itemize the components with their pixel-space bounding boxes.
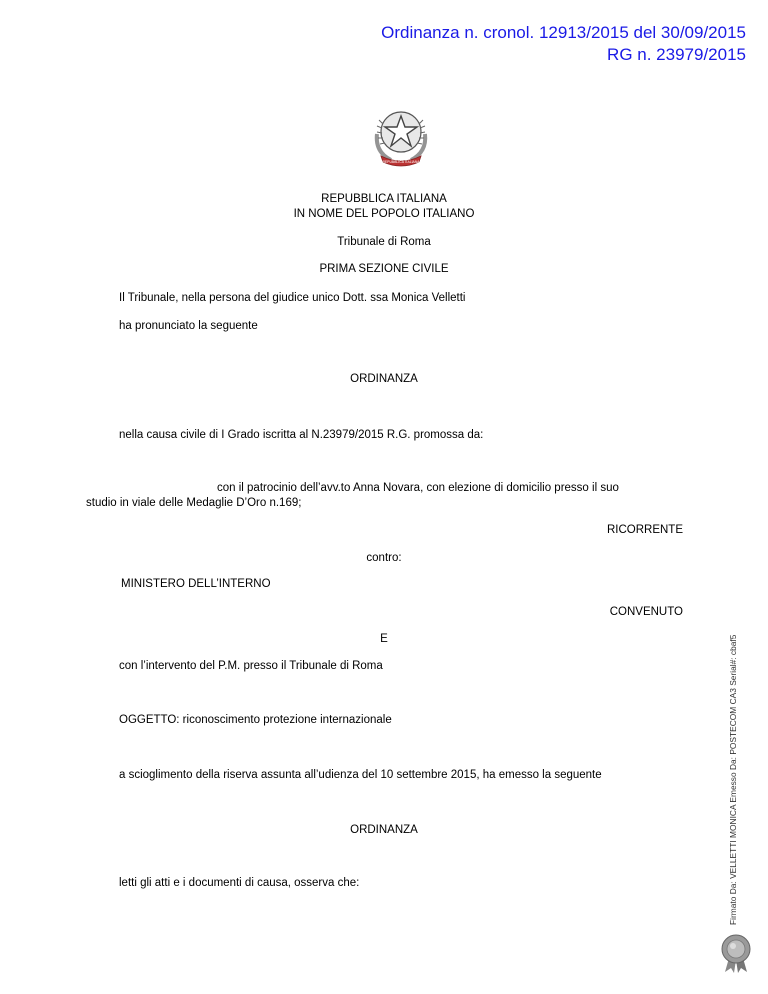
- pronounced-line: ha pronunciato la seguente: [119, 320, 258, 332]
- digital-signature-note: Firmato Da: VELLETTI MONICA Emesso Da: POSTECOM CA3 Serial#: cbaf5: [728, 634, 738, 925]
- court-name: Tribunale di Roma: [337, 236, 431, 248]
- republic-heading: REPUBBLICA ITALIANA: [321, 193, 447, 205]
- ricorrente-label: RICORRENTE: [606, 524, 683, 536]
- patrocinio-line-1: con il patrocinio dell’avv.to Anna Novara, con elezione di domicilio presso il suo: [217, 482, 619, 494]
- ministero-party: MINISTERO DELL’INTERNO: [121, 578, 271, 590]
- ordinanza-number: Ordinanza n. cronol. 12913/2015 del 30/09/2015: [381, 23, 746, 42]
- italian-republic-emblem-icon: [365, 100, 437, 172]
- in-name-heading: IN NOME DEL POPOLO ITALIANO: [293, 208, 475, 220]
- ordinanza-title: ORDINANZA: [350, 373, 418, 385]
- ordinanza-title-2: ORDINANZA: [350, 824, 418, 836]
- seal-rosette-icon: [717, 932, 755, 974]
- letti-line: letti gli atti e i documenti di causa, osserva che:: [119, 877, 360, 889]
- judge-line: Il Tribunale, nella persona del giudice unico Dott. ssa Monica Velletti: [119, 292, 466, 304]
- section-name: PRIMA SEZIONE CIVILE: [319, 263, 449, 275]
- convenuto-label: CONVENUTO: [609, 606, 683, 618]
- oggetto-line: OGGETTO: riconoscimento protezione internazionale: [119, 714, 392, 726]
- intervento-line: con l’intervento del P.M. presso il Tribunale di Roma: [119, 660, 383, 672]
- causa-line: nella causa civile di I Grado iscritta al N.23979/2015 R.G. promossa da:: [119, 429, 484, 441]
- scioglimento-line: a scioglimento della riserva assunta all’udienza del 10 settembre 2015, ha emesso la seguente: [119, 769, 602, 781]
- rg-number: RG n. 23979/2015: [607, 45, 746, 64]
- contro-label: contro:: [366, 552, 402, 564]
- emblem-ribbon-text: REPUBBLICA ITALIANA: [382, 160, 420, 164]
- e-conjunction: E: [380, 633, 388, 645]
- patrocinio-line-2: studio in viale delle Medaglie D’Oro n.169;: [86, 497, 302, 509]
